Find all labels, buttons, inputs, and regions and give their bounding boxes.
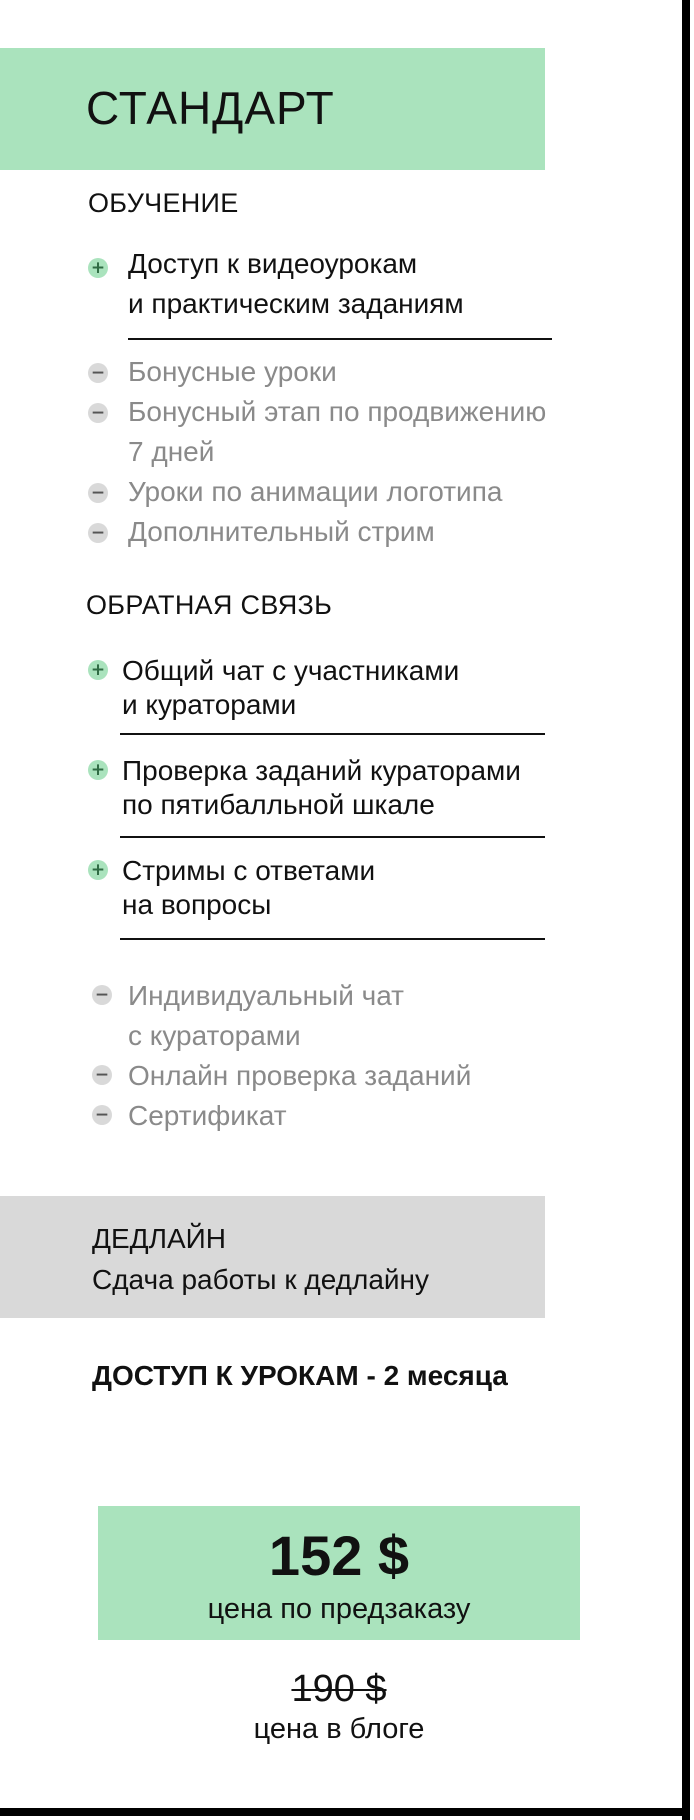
item-line: Бонусные уроки — [128, 356, 337, 387]
item-line: Уроки по анимации логотипа — [128, 476, 503, 507]
item-line: Сертификат — [128, 1100, 287, 1131]
training-heading: ОБУЧЕНИЕ — [88, 188, 239, 218]
item-line: 7 дней — [128, 436, 215, 467]
item-line: Стримы с ответами — [122, 855, 376, 886]
training-excluded-item — [128, 392, 546, 472]
feedback-excluded-item — [128, 1056, 471, 1096]
divider — [120, 733, 545, 735]
deadline-title: ДЕДЛАЙН — [92, 1223, 226, 1254]
plus-circle-icon: + — [88, 660, 108, 680]
minus-circle-icon: − — [88, 483, 108, 503]
training-excluded-item — [128, 472, 502, 512]
feedback-included-item — [122, 654, 459, 722]
current-price: 152 $ — [268, 1524, 410, 1587]
item-line: Доступ к видеоурокам — [128, 248, 418, 279]
training-excluded-item — [128, 512, 435, 552]
feedback-heading: ОБРАТНАЯ СВЯЗЬ — [86, 590, 333, 620]
minus-circle-icon: − — [92, 1065, 112, 1085]
plus-circle-icon: + — [88, 258, 108, 278]
item-line: Онлайн проверка заданий — [128, 1060, 472, 1091]
minus-circle-icon: − — [92, 1105, 112, 1125]
plus-circle-icon: + — [88, 760, 108, 780]
divider — [120, 836, 545, 838]
minus-circle-icon: − — [92, 985, 112, 1005]
old-price-label: цена в блоге — [253, 1713, 425, 1745]
minus-circle-icon: − — [88, 403, 108, 423]
training-excluded-item — [128, 352, 337, 392]
item-line: Дополнительный стрим — [128, 516, 435, 547]
plus-circle-icon: + — [88, 860, 108, 880]
minus-circle-icon: − — [88, 523, 108, 543]
right-border — [682, 0, 690, 1820]
plan-title: СТАНДАРТ — [86, 82, 335, 134]
feedback-excluded-item — [128, 976, 404, 1056]
item-line: Индивидуальный чат — [128, 980, 404, 1011]
item-line: на вопросы — [122, 889, 272, 920]
feedback-included-item — [122, 854, 375, 922]
current-price-label: цена по предзаказу — [207, 1593, 471, 1625]
access-duration: ДОСТУП К УРОКАМ - 2 месяца — [92, 1360, 508, 1391]
deadline-text: Сдача работы к дедлайну — [92, 1264, 429, 1295]
item-line: Общий чат с участниками — [122, 655, 460, 686]
feedback-included-item — [122, 754, 521, 822]
training-included-item — [128, 244, 464, 324]
old-price-value: 190 $ — [291, 1668, 387, 1710]
item-line: Проверка заданий кураторами — [122, 755, 521, 786]
divider — [128, 338, 552, 340]
feedback-excluded-item — [128, 1096, 287, 1136]
bottom-border — [0, 1808, 690, 1816]
item-line: и практическим заданиям — [128, 288, 464, 319]
divider — [120, 938, 545, 940]
minus-circle-icon: − — [88, 363, 108, 383]
item-line: по пятибалльной шкале — [122, 789, 435, 820]
old-price — [98, 1666, 580, 1712]
item-line: и кураторами — [122, 689, 297, 720]
item-line: Бонусный этап по продвижению — [128, 396, 547, 427]
deadline-band — [0, 1196, 545, 1318]
item-line: с кураторами — [128, 1020, 301, 1051]
